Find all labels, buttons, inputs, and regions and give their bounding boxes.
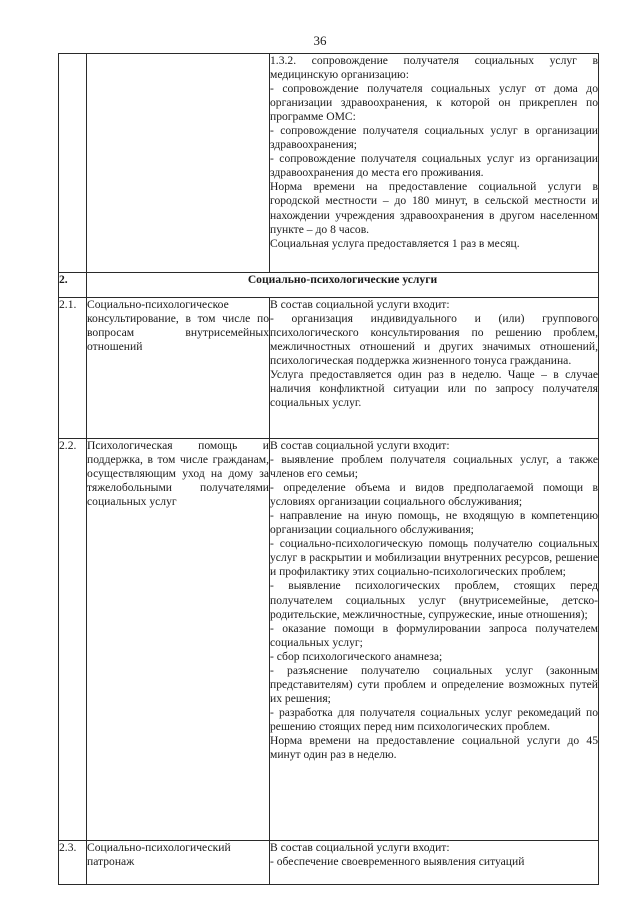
description-line: - определение объема и видов предполагаемой помощи в условиях организации социального обслуживания; (270, 481, 598, 509)
service-name-cell (87, 54, 270, 273)
description-line: В состав социальной услуги входит: (270, 439, 450, 452)
description-line: - организация индивидуального и (или) группового психологического консультирования по решению проблем, межличностных отношений и других значимых отношений, психологическая поддержка жизненного тонуса гражданина. (270, 312, 598, 368)
table-row-2-3 (59, 841, 599, 885)
service-number: 2.1. (59, 298, 87, 439)
service-number: 2.2. (59, 439, 87, 841)
description-line: В состав социальной услуги входит: (270, 841, 450, 854)
description-line: - выявление психологических проблем, стоящих перед получателем социальных услуг (внутрисемейные, детско-родительские, межличностные, супружеские, иные отношения); (270, 579, 598, 621)
service-description-cell (270, 54, 599, 273)
description-line: - разъяснение получателю социальных услуг (законным представителям) сути проблем и определение возможных путей их решения; (270, 663, 598, 705)
section-number: 2. (59, 273, 87, 298)
table-row-continuation (59, 54, 599, 273)
section-heading-row (59, 273, 599, 298)
page-number: 36 (313, 33, 327, 48)
service-name: Социально-психологический патронаж (87, 841, 270, 885)
description-line: Норма времени на предоставление социальной услуги до 45 минут один раз в неделю. (270, 733, 598, 762)
service-number: 2.3. (59, 841, 87, 885)
description-line: Норма времени на предоставление социальной услуги в городской местности – до 180 минут, в сельской местности и нахождении учреждения здравоохранения в другом населенном пункте – до 8 часов. (270, 180, 598, 236)
description-line: В состав социальной услуги входит: (270, 298, 450, 311)
description-line: - разработка для получателя социальных услуг рекомедаций по решению стоящих перед ним психологических проблем. (270, 705, 598, 733)
section-title: Социально-психологические услуги (87, 273, 599, 298)
service-description-cell (270, 298, 599, 439)
description-line: 1.3.2. сопровождение получателя социальных услуг в медицинскую организацию: (270, 54, 598, 82)
service-description-cell (270, 841, 599, 885)
description-line: Социальная услуга предоставляется 1 раз в месяц. (270, 236, 520, 250)
table-row-2-1 (59, 298, 599, 439)
description-line: - социально-психологическую помощь получателю социальных услуг в раскрытии и мобилизации внутренних ресурсов, решение и профилактику этих социально-психологических проблем; (270, 537, 598, 579)
services-table (58, 53, 599, 885)
number-cell (59, 54, 87, 273)
service-name: Психологическая помощь и поддержка, в том числе гражданам, осуществляющим уход на дому за тяжелобольными получателями социальных услуг (87, 439, 270, 841)
description-line: - сопровождение получателя социальных услуг от дома до организации здравоохранения, к которой он прикреплен по программе ОМС: (270, 82, 598, 124)
service-description-cell (270, 439, 599, 841)
description-line: Услуга предоставляется один раз в неделю. Чаще – в случае наличия конфликтной ситуации или по запросу получателя социальных услуг. (270, 368, 598, 410)
description-line: - обеспечение своевременного выявления ситуаций (270, 855, 525, 869)
description-line: - оказание помощи в формулировании запроса получателем социальных услуг; (270, 621, 598, 649)
service-name: Социально-психологическое консультирование, в том числе по вопросам внутрисемейных отношений (87, 298, 270, 439)
description-line: - сопровождение получателя социальных услуг из организации здравоохранения до места его проживания. (270, 152, 598, 180)
description-line: - выявление проблем получателя социальных услуг, а также членов его семьи; (270, 453, 598, 481)
table-row-2-2 (59, 439, 599, 841)
description-line: - направление на иную помощь, не входящую в компетенцию организации социального обслуживания; (270, 509, 598, 537)
description-line: - сопровождение получателя социальных услуг в организации здравоохранения; (270, 124, 598, 152)
description-line: - сбор психологического анамнеза; (270, 649, 443, 663)
